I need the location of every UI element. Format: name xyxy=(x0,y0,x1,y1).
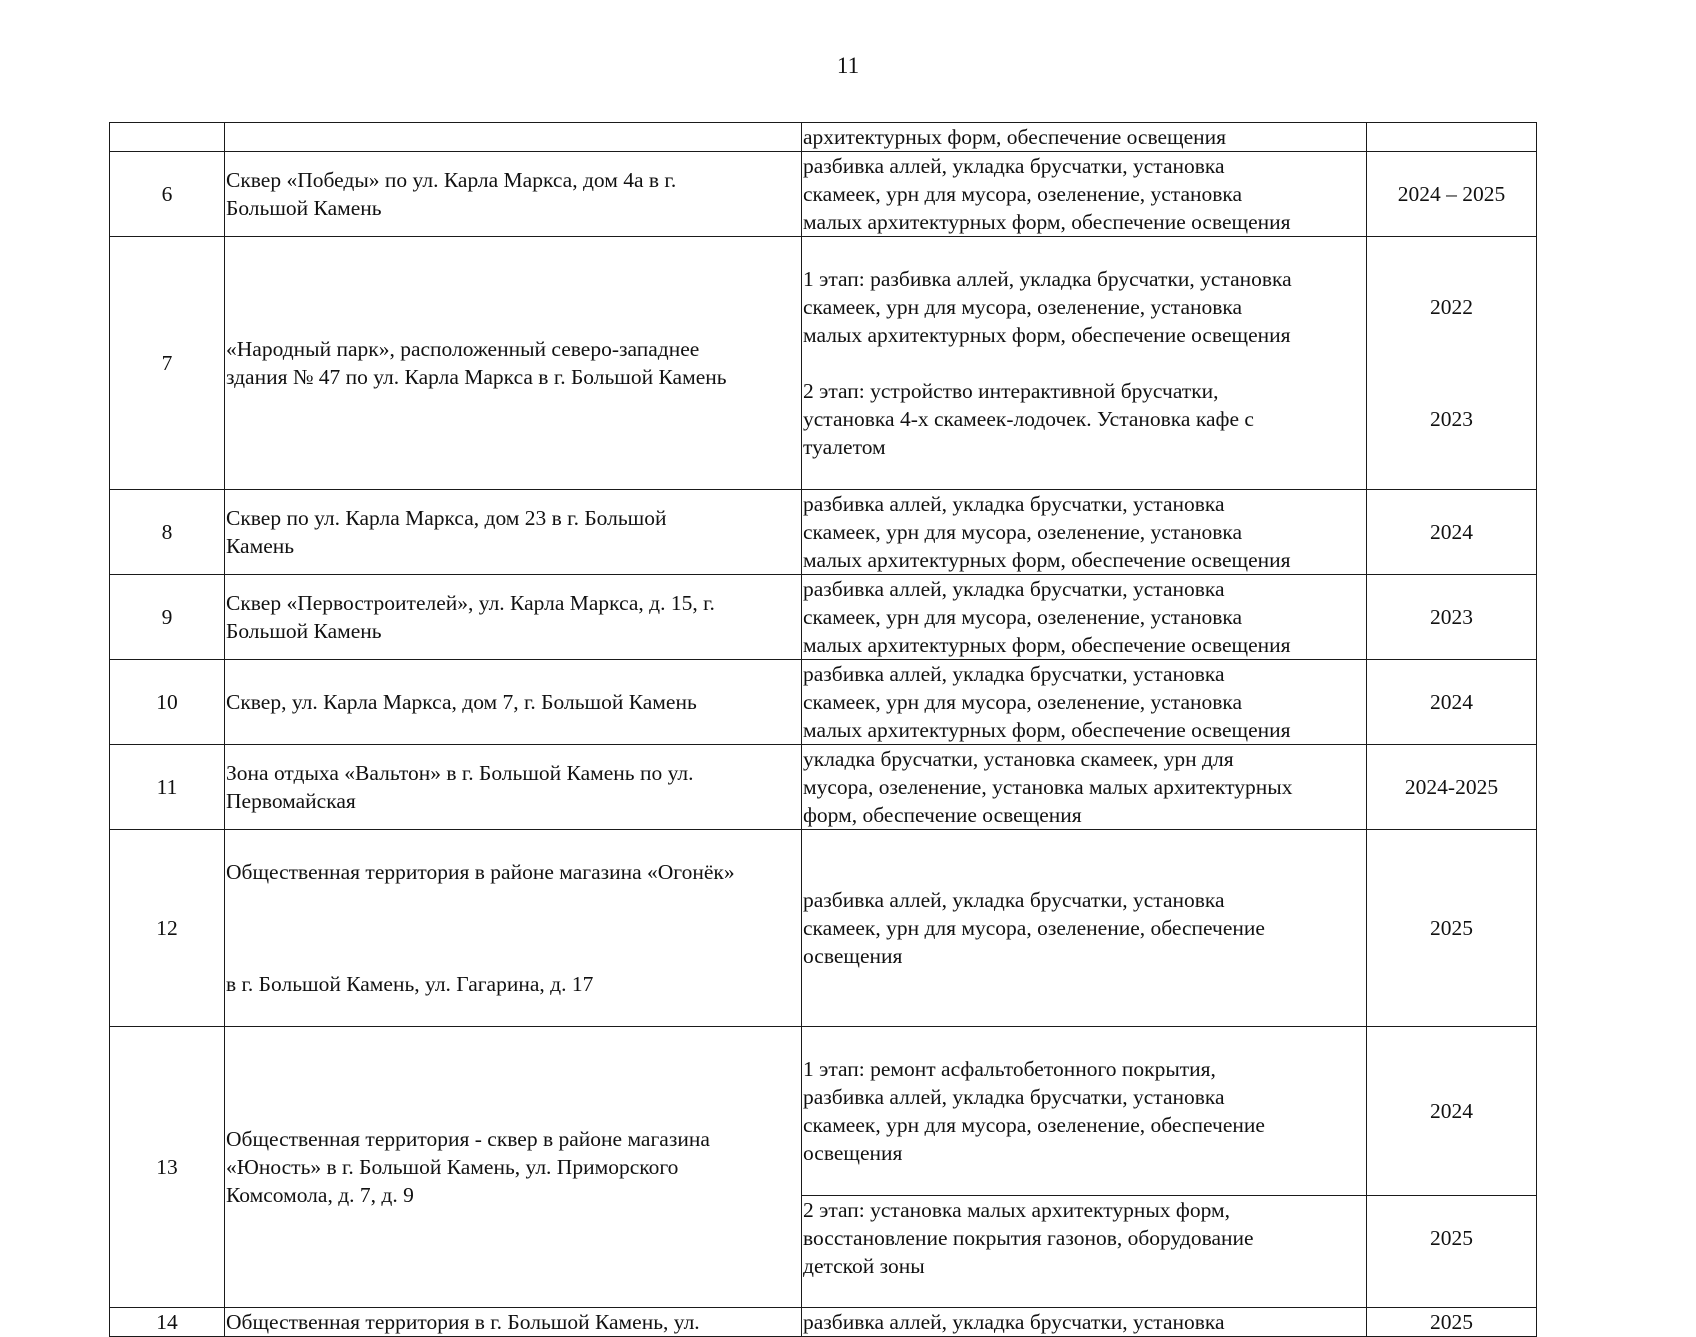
row-number xyxy=(110,123,225,152)
territory-name: Зона отдыха «Вальтон» в г. Большой Камень по ул. Первомайская xyxy=(225,745,802,830)
table-row xyxy=(110,1027,1537,1308)
works-description: разбивка аллей, укладка брусчатки, установка скамеек, урн для мусора, озеленение, установка малых архитектурных форм, обеспечение освещения xyxy=(802,660,1367,745)
row-number: 8 xyxy=(110,490,225,575)
row-number: 10 xyxy=(110,660,225,745)
table-row xyxy=(110,490,1537,575)
works-description: разбивка аллей, укладка брусчатки, установка скамеек, урн для мусора, озеленение, установка малых архитектурных форм, обеспечение освещения xyxy=(802,575,1367,660)
implementation-year: 2024 xyxy=(1367,660,1537,745)
territory-name-line-2: в г. Большой Камень, ул. Гагарина, д. 17 xyxy=(226,972,594,996)
works-description: разбивка аллей, укладка брусчатки, установка скамеек, урн для мусора, озеленение, обеспечение освещения xyxy=(802,830,1367,1027)
works-description: укладка брусчатки, установка скамеек, урн для мусора, озеленение, установка малых архитектурных форм, обеспечение освещения xyxy=(802,745,1367,830)
territory-name: «Народный парк», расположенный северо-западнее здания № 47 по ул. Карла Маркса в г. Большой Камень xyxy=(225,237,802,490)
implementation-year: 2025 xyxy=(1367,830,1537,1027)
table-row xyxy=(110,237,1537,490)
year-stage-2: 2025 xyxy=(1367,1195,1536,1279)
table-row xyxy=(110,152,1537,237)
table-row xyxy=(110,830,1537,1027)
implementation-year: 2024 – 2025 xyxy=(1367,152,1537,237)
table-row xyxy=(110,1308,1537,1337)
table-row xyxy=(110,660,1537,745)
page-number: 11 xyxy=(836,53,860,78)
implementation-year xyxy=(1367,123,1537,152)
year-stage-1: 2024 xyxy=(1430,1099,1473,1123)
row-number: 11 xyxy=(110,745,225,830)
territory-name-line-1: Общественная территория в районе магазина «Огонёк» xyxy=(226,860,735,884)
implementation-year: 2025 xyxy=(1367,1308,1537,1337)
row-number: 12 xyxy=(110,830,225,1027)
year-stage-1: 2022 xyxy=(1430,295,1473,319)
territory-name: Общественная территория - сквер в районе магазина «Юность» в г. Большой Камень, ул. Приморского Комсомола, д. 7, д. 9 xyxy=(225,1027,802,1308)
works-stage-1: 1 этап: ремонт асфальтобетонного покрытия, разбивка аллей, укладка брусчатки, установка скамеек, урн для мусора, озеленение, обеспечение освещения xyxy=(803,1057,1265,1165)
territory-name: Сквер «Победы» по ул. Карла Маркса, дом 4а в г. Большой Камень xyxy=(225,152,802,237)
table-row xyxy=(110,123,1537,152)
territory-name: Сквер по ул. Карла Маркса, дом 23 в г. Большой Камень xyxy=(225,490,802,575)
territory-name: Сквер «Первостроителей», ул. Карла Маркса, д. 15, г. Большой Камень xyxy=(225,575,802,660)
implementation-year: 2023 xyxy=(1367,575,1537,660)
works-stage-2: 2 этап: устройство интерактивной брусчатки, установка 4-х скамеек-лодочек. Установка кафе с туалетом xyxy=(803,379,1254,459)
works-description: разбивка аллей, укладка брусчатки, установка xyxy=(802,1308,1367,1337)
row-number: 9 xyxy=(110,575,225,660)
works-description: архитектурных форм, обеспечение освещения xyxy=(802,123,1367,152)
table-row xyxy=(110,745,1537,830)
works-stage-1: 1 этап: разбивка аллей, укладка брусчатки, установка скамеек, урн для мусора, озеленение, установка малых архитектурных форм, обеспечение освещения xyxy=(803,267,1292,347)
improvement-table xyxy=(109,122,1537,1337)
works-description xyxy=(802,1027,1367,1308)
year-stage-2: 2023 xyxy=(1430,407,1473,431)
territory-name: Сквер, ул. Карла Маркса, дом 7, г. Большой Камень xyxy=(225,660,802,745)
row-number: 13 xyxy=(110,1027,225,1308)
row-number: 14 xyxy=(110,1308,225,1337)
works-description: разбивка аллей, укладка брусчатки, установка скамеек, урн для мусора, озеленение, установка малых архитектурных форм, обеспечение освещения xyxy=(802,490,1367,575)
implementation-year: 2024-2025 xyxy=(1367,745,1537,830)
implementation-year xyxy=(1367,1027,1537,1308)
row-number: 6 xyxy=(110,152,225,237)
territory-name xyxy=(225,123,802,152)
territory-name: Общественная территория в г. Большой Камень, ул. xyxy=(225,1308,802,1337)
works-stage-2: 2 этап: установка малых архитектурных форм, восстановление покрытия газонов, оборудование детской зоны xyxy=(802,1195,1366,1279)
works-description: разбивка аллей, укладка брусчатки, установка скамеек, урн для мусора, озеленение, установка малых архитектурных форм, обеспечение освещения xyxy=(802,152,1367,237)
implementation-year: 2024 xyxy=(1367,490,1537,575)
territory-name xyxy=(225,830,802,1027)
table-row xyxy=(110,575,1537,660)
implementation-year xyxy=(1367,237,1537,490)
row-number: 7 xyxy=(110,237,225,490)
works-description xyxy=(802,237,1367,490)
